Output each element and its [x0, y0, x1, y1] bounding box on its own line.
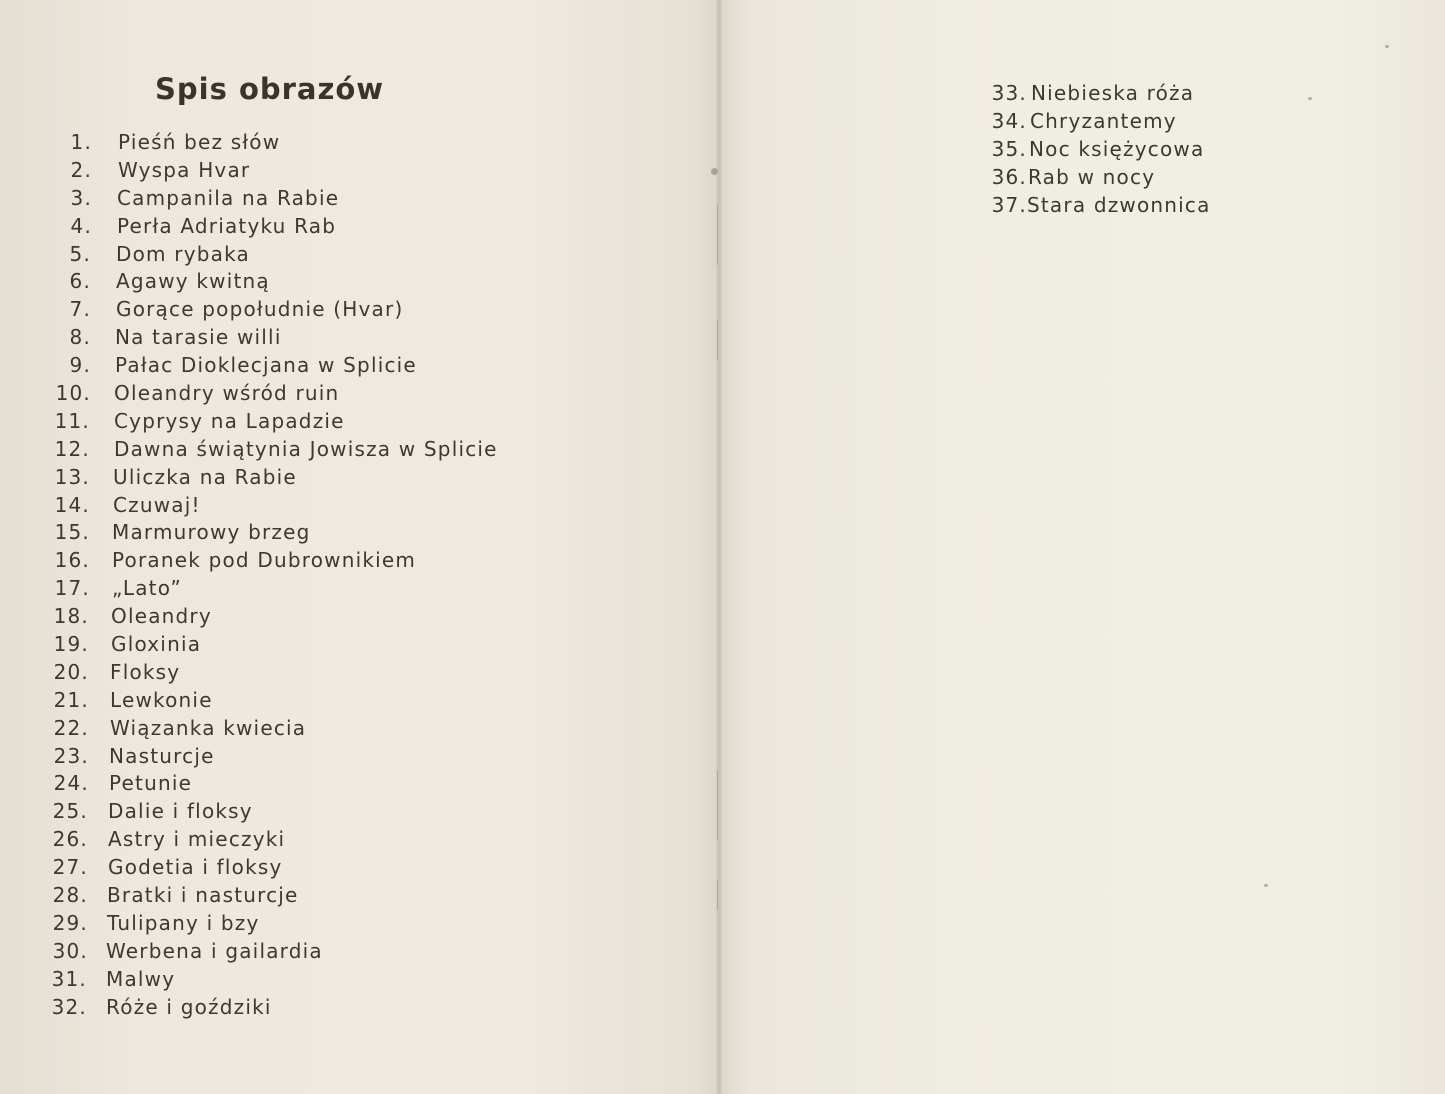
entry-number: 30. [52, 938, 88, 963]
entry-number: 33. [991, 81, 1027, 105]
entry-title: Gloxinia [111, 632, 202, 657]
entry-number: 3. [70, 185, 92, 210]
entry-number: 14. [54, 492, 90, 517]
entry-number: 21. [53, 687, 89, 712]
entry-number: 9. [69, 353, 91, 378]
entry-title: Dawna świątynia Jowisza w Splicie [114, 436, 498, 461]
entry-number: 36. [991, 164, 1027, 189]
entry-title: Malwy [106, 966, 176, 991]
entry-title: Czuwaj! [113, 492, 201, 517]
entry-title: Petunie [109, 771, 193, 796]
entry-number: 15. [54, 520, 90, 545]
entry-number: 5. [69, 241, 91, 266]
entry-title: Tulipany i bzy [107, 910, 260, 935]
entry-number: 20. [53, 659, 89, 684]
entry-title: Niebieska róża [1031, 81, 1195, 105]
entry-title: Dalie i floksy [108, 799, 253, 824]
entry-number: 2. [70, 157, 92, 182]
binding-stitch [717, 770, 721, 840]
entry-title: Campanila na Rabie [117, 185, 340, 210]
entry-title: Pałac Dioklecjana w Splicie [115, 353, 417, 378]
entry-number: 24. [53, 771, 89, 796]
entry-title: Bratki i nasturcje [107, 883, 299, 908]
entry-title: Gorące popołudnie (Hvar) [116, 297, 404, 322]
entry-title: Lewkonie [110, 687, 213, 712]
entry-title: Chryzantemy [1030, 108, 1177, 133]
paper-speck [1308, 97, 1312, 100]
entry-number: 26. [52, 827, 88, 852]
entry-number: 10. [55, 381, 91, 406]
entry-title: Wiązanka kwiecia [110, 715, 307, 740]
left-page [0, 0, 720, 1094]
entry-number: 31. [51, 966, 87, 991]
paper-speck [1385, 45, 1389, 48]
binding-stitch [717, 880, 721, 910]
entry-number: 7. [69, 297, 91, 322]
entry-title: Rab w nocy [1028, 164, 1156, 189]
entry-title: Pieśń bez słów [118, 130, 281, 154]
entry-number: 27. [52, 855, 88, 880]
entry-number: 22. [53, 715, 89, 740]
entry-number: 25. [52, 799, 88, 824]
entry-number: 35. [991, 136, 1027, 161]
entry-number: 11. [54, 408, 90, 433]
book-spine [716, 0, 722, 1094]
entry-title: Stara dzwonnica [1027, 192, 1211, 217]
entry-number: 8. [69, 325, 91, 350]
entry-title: Perła Adriatyku Rab [117, 213, 337, 238]
entry-title: Nasturcje [109, 743, 215, 768]
entry-title: Cyprysy na Lapadzie [114, 408, 345, 433]
paper-speck [1264, 884, 1268, 887]
entry-number: 12. [54, 436, 90, 461]
binding-hole [711, 168, 718, 175]
entry-number: 6. [69, 269, 91, 294]
entry-title: Godetia i floksy [108, 855, 283, 880]
entry-number: 23. [53, 743, 89, 768]
entry-number: 17. [54, 576, 90, 601]
entry-title: Agawy kwitną [116, 269, 270, 294]
entry-title: Dom rybaka [116, 241, 250, 266]
entry-number: 19. [53, 632, 89, 657]
entry-title: Werbena i gailardia [106, 938, 323, 963]
entry-title: Róże i goździki [106, 994, 272, 1019]
entry-number: 16. [54, 548, 90, 573]
entry-title: Uliczka na Rabie [113, 464, 297, 489]
entry-number: 28. [52, 883, 88, 908]
entry-title: Na tarasie willi [115, 325, 282, 350]
entry-title: Astry i mieczyki [108, 827, 286, 852]
binding-stitch [717, 205, 721, 265]
right-page [720, 0, 1445, 1094]
page-title: Spis obrazów [155, 72, 385, 106]
entry-number: 1. [70, 130, 92, 154]
entry-number: 37. [991, 192, 1027, 217]
entry-title: Floksy [110, 659, 181, 684]
entry-title: Noc księżycowa [1029, 136, 1205, 161]
entry-number: 18. [53, 604, 89, 629]
entry-title: Wyspa Hvar [118, 157, 251, 182]
entry-title: Oleandry wśród ruin [114, 381, 340, 406]
entry-title: Poranek pod Dubrownikiem [112, 548, 417, 573]
entry-number: 34. [991, 108, 1027, 133]
binding-stitch [717, 320, 721, 360]
entry-title: „Lato” [112, 576, 182, 601]
entry-number: 4. [70, 213, 92, 238]
entry-title: Marmurowy brzeg [112, 520, 311, 545]
entry-number: 32. [51, 994, 87, 1019]
entry-title: Oleandry [111, 604, 212, 629]
entry-number: 29. [52, 910, 88, 935]
entry-number: 13. [54, 464, 90, 489]
